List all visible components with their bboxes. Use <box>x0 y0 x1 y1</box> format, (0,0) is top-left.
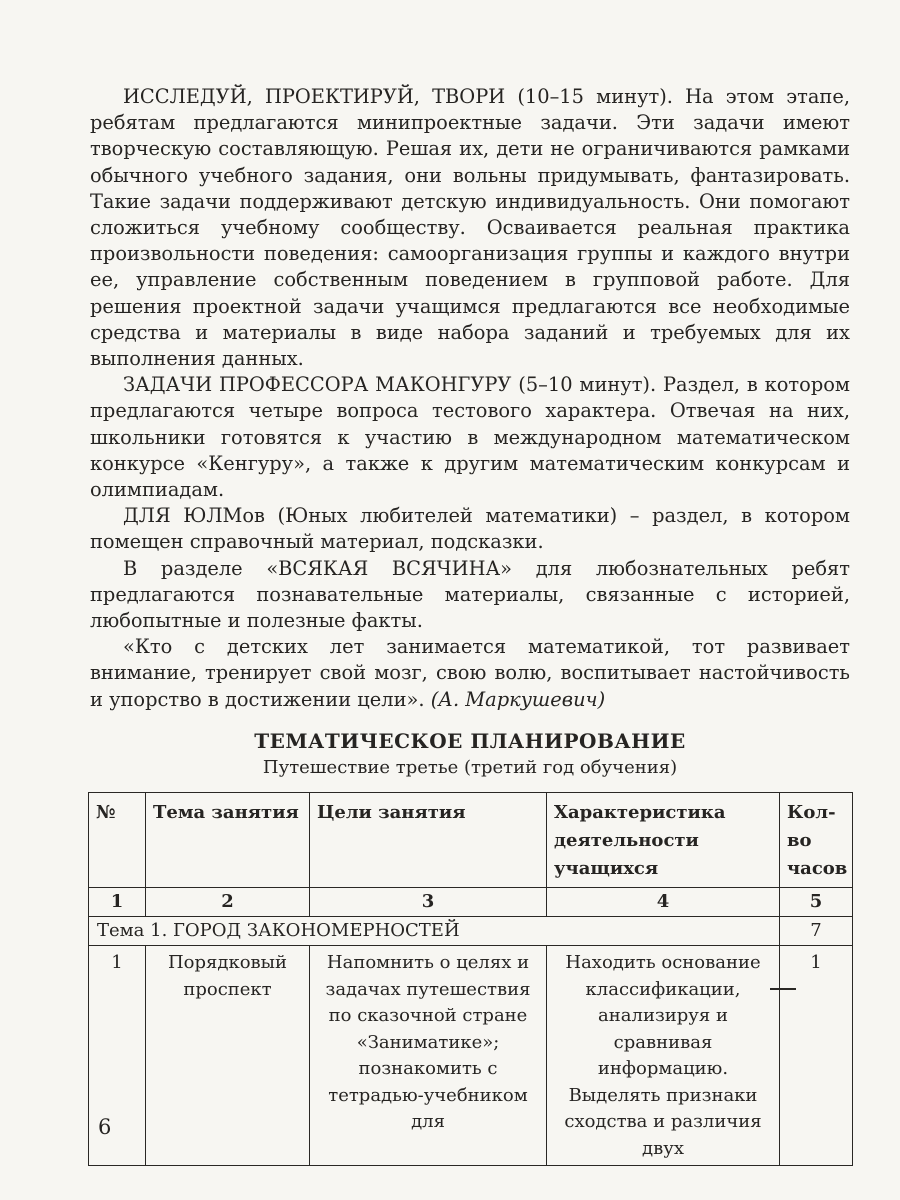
header-characteristics: Характеристика деятельности учащихся <box>547 793 780 888</box>
quote-text: «Кто с детских лет занимается математикой, тот развивает внимание, тренирует свой мозг, свою волю, воспитывает настойчивость и упорство в достижении цели». <box>90 635 850 711</box>
paragraph-miscellany: В разделе «ВСЯКАЯ ВСЯЧИНА» для любознательных ребят предлагаются познавательные материалы, связанные с историей, любопытные и полезные факты. <box>90 556 850 633</box>
column-number: 3 <box>310 888 547 917</box>
row-number: 1 <box>89 946 146 1166</box>
section-heading: ТЕМАТИЧЕСКОЕ ПЛАНИРОВАНИЕ <box>254 729 686 753</box>
row-theme: Порядковый проспект <box>146 946 310 1166</box>
section-subheading: Путешествие третье (третий год обучения) <box>262 757 678 778</box>
topic-label: Тема 1. ГОРОД ЗАКОНОМЕРНОСТЕЙ <box>89 917 780 946</box>
header-number: № <box>89 793 146 888</box>
column-number: 1 <box>89 888 146 917</box>
row-characteristics: Находить основание классификации, анализируя и сравнивая информацию. Выделять признаки сходства и различия двух <box>547 946 780 1166</box>
column-number: 4 <box>547 888 780 917</box>
paragraph-professor: ЗАДАЧИ ПРОФЕССОРА МАКОНГУРУ (5–10 минут). Раздел, в котором предлагаются четыре вопроса тестового характера. Отвечая на них, школьники готовятся к участию в международном математическом конкурсе «Кенгуру», а также к другим математическим конкурсам и олимпиадам. <box>90 373 850 502</box>
quote-author: (А. Маркушевич) <box>430 687 606 711</box>
column-number: 5 <box>780 888 853 917</box>
planning-table <box>88 792 853 1166</box>
body-text <box>90 84 850 713</box>
margin-dash <box>770 988 796 990</box>
topic-row <box>89 917 853 946</box>
page-number: 6 <box>98 1115 112 1139</box>
column-number-row <box>89 888 853 917</box>
column-number: 2 <box>146 888 310 917</box>
table-header-row <box>89 793 853 888</box>
quote-paragraph <box>90 634 850 713</box>
paragraph-research: ИССЛЕДУЙ, ПРОЕКТИРУЙ, ТВОРИ (10–15 минут). На этом этапе, ребятам предлагаются минипроектные задачи. Эти задачи имеют творческую составляющую. Решая их, дети не ограничиваются рамками обычного учебного задания, они вольны придумывать, фантазировать. Такие задачи поддерживают детскую индивидуальность. Они помогают сложиться учебному сообществу. Осваивается реальная практика произвольности поведения: самоорганизация группы и каждого внутри ее, управление собственным поведением в групповой работе. Для решения проектной задачи учащимся предлагаются все необходимые средства и материалы в виде набора заданий и требуемых для их выполнения данных. <box>90 85 850 371</box>
row-goals: Напомнить о целях и задачах путешествия по сказочной стране «Заниматике»; познакомить с тетрадью-учебником для <box>310 946 547 1166</box>
header-goals: Цели занятия <box>310 793 547 888</box>
row-hours: 1 <box>780 946 853 1166</box>
paragraph-yulm: ДЛЯ ЮЛМов (Юных любителей математики) – раздел, в котором помещен справочный материал, подсказки. <box>90 504 850 554</box>
header-hours: Кол-во часов <box>780 793 853 888</box>
table-row <box>89 946 853 1166</box>
header-theme: Тема занятия <box>146 793 310 888</box>
topic-hours: 7 <box>780 917 853 946</box>
